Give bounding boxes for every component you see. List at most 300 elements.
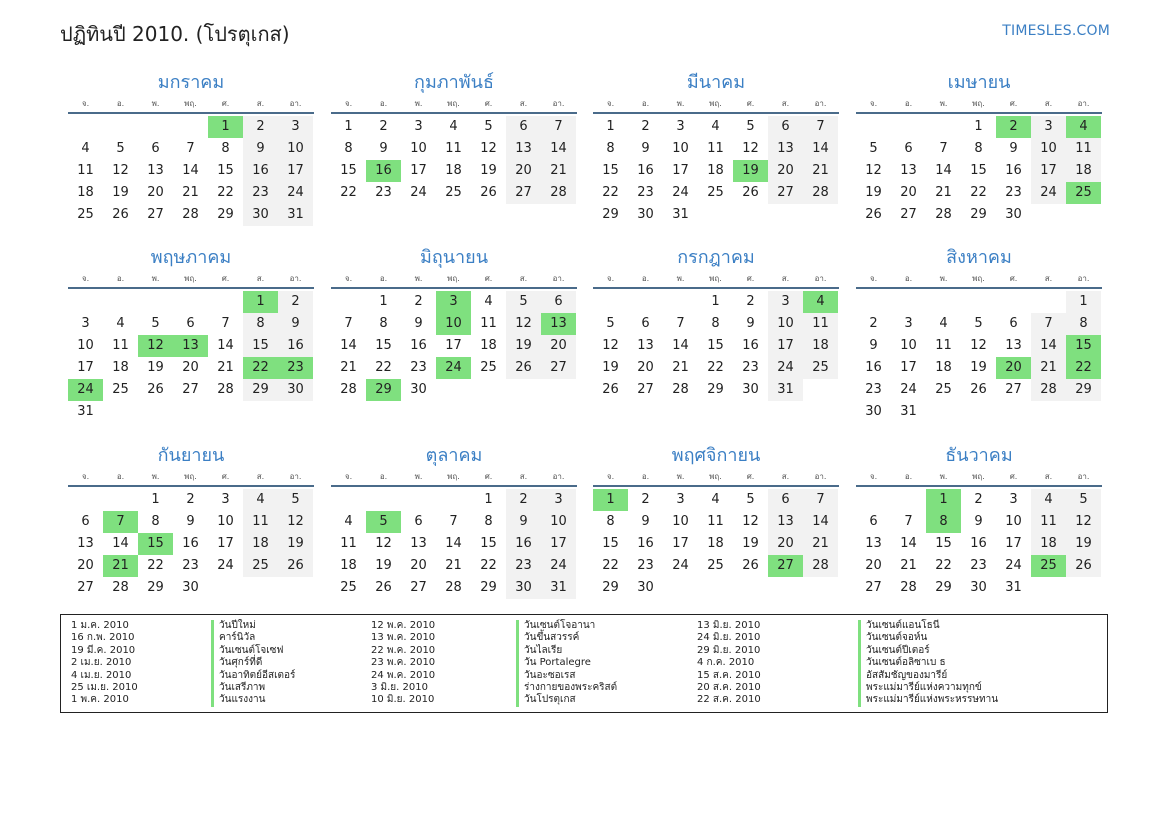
day-cell: 24 bbox=[278, 182, 313, 204]
day-cell: 28 bbox=[217, 382, 234, 397]
empty-cell bbox=[138, 291, 173, 313]
holiday-name: ร่างกายของพระคริสต์ bbox=[524, 682, 618, 694]
day-cell: 25 bbox=[707, 185, 724, 200]
weekday-label: พ. bbox=[414, 472, 423, 481]
day-cell: 18 bbox=[77, 185, 94, 200]
holiday-day-cell: 3 bbox=[436, 291, 471, 313]
weekday-label: พฤ. bbox=[709, 99, 722, 108]
day-cell: 14 bbox=[672, 338, 689, 353]
day-cell: 16 bbox=[182, 536, 199, 551]
day-cell: 10 bbox=[217, 514, 234, 529]
day-cell: 9 bbox=[641, 141, 650, 156]
holiday-name: คาร์นิวัล bbox=[219, 632, 256, 644]
weekday-label: ส. bbox=[256, 99, 265, 108]
day-cell: 7 bbox=[1031, 313, 1066, 335]
empty-cell bbox=[331, 291, 366, 313]
weekday-label: ส. bbox=[781, 472, 790, 481]
holiday-day-cell: 10 bbox=[436, 313, 471, 335]
day-cell: 14 bbox=[803, 511, 838, 533]
day-cell: 23 bbox=[243, 182, 278, 204]
holiday-date: 22 พ.ค. 2010 bbox=[371, 644, 436, 656]
holiday-dates-column bbox=[371, 620, 511, 707]
day-cell: 18 bbox=[1066, 160, 1101, 182]
holiday-day-cell: 24 bbox=[68, 379, 103, 401]
day-cell: 4 bbox=[711, 119, 720, 134]
empty-cell bbox=[401, 489, 436, 511]
holiday-date: 22 ส.ค. 2010 bbox=[697, 694, 761, 706]
day-cell: 3 bbox=[768, 291, 803, 313]
day-cell: 5 bbox=[484, 119, 493, 134]
day-cell: 20 bbox=[182, 360, 199, 375]
day-cell: 4 bbox=[1031, 489, 1066, 511]
day-cell: 12 bbox=[602, 338, 619, 353]
day-cell: 20 bbox=[147, 185, 164, 200]
day-cell: 24 bbox=[900, 382, 917, 397]
day-cell: 9 bbox=[379, 141, 388, 156]
holiday-day-cell: 16 bbox=[366, 160, 401, 182]
empty-cell bbox=[891, 291, 926, 313]
day-cell: 1 bbox=[344, 119, 353, 134]
holiday-date: 15 ส.ค. 2010 bbox=[697, 669, 761, 681]
day-cell: 15 bbox=[602, 536, 619, 551]
day-cell: 30 bbox=[865, 404, 882, 419]
day-cell: 17 bbox=[217, 536, 234, 551]
holiday-name: วันเซนต์อลิซาเบ ธ bbox=[866, 657, 946, 669]
day-cell: 5 bbox=[974, 316, 983, 331]
day-cell: 11 bbox=[112, 338, 129, 353]
day-cell: 23 bbox=[865, 382, 882, 397]
day-cell: 9 bbox=[278, 313, 313, 335]
day-cell: 3 bbox=[221, 492, 230, 507]
day-cell: 10 bbox=[278, 138, 313, 160]
day-cell: 23 bbox=[637, 185, 654, 200]
day-cell: 1 bbox=[484, 492, 493, 507]
month-title: ธันวาคม bbox=[945, 445, 1013, 466]
weekday-label: พฤ. bbox=[184, 274, 197, 283]
day-cell: 29 bbox=[935, 580, 952, 595]
weekday-label: พ. bbox=[414, 99, 423, 108]
day-cell: 17 bbox=[900, 360, 917, 375]
day-cell: 7 bbox=[449, 514, 458, 529]
day-cell: 11 bbox=[935, 338, 952, 353]
day-cell: 23 bbox=[637, 558, 654, 573]
day-cell: 18 bbox=[1031, 533, 1066, 555]
day-cell: 15 bbox=[970, 163, 987, 178]
day-cell: 6 bbox=[869, 514, 878, 529]
weekday-label: ส. bbox=[256, 274, 265, 283]
holiday-name: วัน Portalegre bbox=[524, 657, 591, 669]
day-cell: 14 bbox=[217, 338, 234, 353]
day-cell: 21 bbox=[935, 185, 952, 200]
day-cell: 25 bbox=[243, 555, 278, 577]
day-cell: 12 bbox=[742, 514, 759, 529]
holiday-dates-column bbox=[697, 620, 837, 707]
day-cell: 4 bbox=[81, 141, 90, 156]
day-cell: 1 bbox=[1066, 291, 1101, 313]
empty-cell bbox=[856, 291, 891, 313]
holiday-day-cell: 21 bbox=[103, 555, 138, 577]
day-cell: 1 bbox=[379, 294, 388, 309]
day-cell: 8 bbox=[484, 514, 493, 529]
weekday-header bbox=[856, 271, 1102, 289]
weekday-label: จ. bbox=[344, 99, 353, 108]
day-cell: 24 bbox=[217, 558, 234, 573]
day-cell: 29 bbox=[970, 207, 987, 222]
day-cell: 9 bbox=[869, 338, 878, 353]
empty-cell bbox=[173, 291, 208, 313]
site-link[interactable]: TIMESLES.COM bbox=[1002, 23, 1110, 39]
day-cell: 26 bbox=[970, 382, 987, 397]
day-cell: 3 bbox=[676, 119, 685, 134]
day-cell: 20 bbox=[506, 160, 541, 182]
day-cell: 27 bbox=[147, 207, 164, 222]
holiday-date: 2 เม.ย. 2010 bbox=[71, 657, 132, 669]
weekday-label: อ. bbox=[379, 274, 388, 283]
holiday-day-cell: 13 bbox=[541, 313, 576, 335]
holiday-dates-column bbox=[71, 620, 211, 707]
month-12 bbox=[856, 443, 1102, 599]
day-cell: 23 bbox=[970, 558, 987, 573]
day-cell: 6 bbox=[904, 141, 913, 156]
day-cell: 22 bbox=[340, 185, 357, 200]
weekday-label: จ. bbox=[81, 99, 90, 108]
day-cell: 20 bbox=[541, 335, 576, 357]
month-title: กันยายน bbox=[157, 445, 225, 466]
day-cell: 8 bbox=[606, 514, 615, 529]
day-cell: 17 bbox=[1005, 536, 1022, 551]
weekday-label: ส. bbox=[1044, 472, 1053, 481]
weekday-label: พ. bbox=[151, 274, 160, 283]
day-cell: 27 bbox=[77, 580, 94, 595]
day-cell: 13 bbox=[637, 338, 654, 353]
day-cell: 17 bbox=[672, 536, 689, 551]
day-cell: 12 bbox=[970, 338, 987, 353]
day-cell: 25 bbox=[445, 185, 462, 200]
month-title: กุมภาพันธ์ bbox=[414, 72, 494, 93]
day-cell: 23 bbox=[182, 558, 199, 573]
holiday-day-cell: 19 bbox=[733, 160, 768, 182]
day-cell: 7 bbox=[344, 316, 353, 331]
day-cell: 14 bbox=[541, 138, 576, 160]
weekday-header bbox=[593, 271, 839, 289]
day-cell: 11 bbox=[480, 316, 497, 331]
day-cell: 12 bbox=[112, 163, 129, 178]
day-cell: 15 bbox=[217, 163, 234, 178]
day-cell: 15 bbox=[243, 335, 278, 357]
weekday-label: ส. bbox=[781, 99, 790, 108]
holiday-day-cell: 4 bbox=[1066, 116, 1101, 138]
month-8 bbox=[856, 245, 1102, 423]
holiday-date: 25 เม.ย. 2010 bbox=[71, 682, 138, 694]
day-cell: 11 bbox=[445, 141, 462, 156]
day-cell: 12 bbox=[742, 141, 759, 156]
empty-cell bbox=[593, 291, 628, 313]
day-cell: 9 bbox=[506, 511, 541, 533]
day-cell: 30 bbox=[970, 580, 987, 595]
day-cell: 16 bbox=[243, 160, 278, 182]
day-cell: 11 bbox=[707, 514, 724, 529]
weekday-label: อ. bbox=[116, 472, 125, 481]
day-cell: 16 bbox=[637, 536, 654, 551]
day-cell: 21 bbox=[340, 360, 357, 375]
day-cell: 23 bbox=[410, 360, 427, 375]
holiday-day-cell: 20 bbox=[996, 357, 1031, 379]
day-cell: 14 bbox=[445, 536, 462, 551]
day-cell: 10 bbox=[672, 514, 689, 529]
month-1 bbox=[68, 70, 314, 226]
day-cell: 9 bbox=[974, 514, 983, 529]
weekday-label: พฤ. bbox=[184, 472, 197, 481]
day-cell: 17 bbox=[768, 335, 803, 357]
day-cell: 11 bbox=[243, 511, 278, 533]
day-cell: 28 bbox=[803, 555, 838, 577]
month-title: มิถุนายน bbox=[419, 247, 489, 268]
weekday-header bbox=[68, 96, 314, 114]
day-cell: 3 bbox=[1031, 116, 1066, 138]
day-cell: 14 bbox=[112, 536, 129, 551]
weekday-label: อ. bbox=[904, 274, 913, 283]
day-cell: 30 bbox=[410, 382, 427, 397]
month-6 bbox=[331, 245, 577, 401]
empty-cell bbox=[103, 489, 138, 511]
holiday-day-cell: 5 bbox=[366, 511, 401, 533]
day-cell: 4 bbox=[344, 514, 353, 529]
weekday-label: ศ. bbox=[221, 274, 230, 283]
weekday-label: พ. bbox=[414, 274, 423, 283]
day-cell: 2 bbox=[243, 116, 278, 138]
day-cell: 17 bbox=[541, 533, 576, 555]
day-cell: 20 bbox=[900, 185, 917, 200]
holiday-day-cell: 15 bbox=[1066, 335, 1101, 357]
day-cell: 5 bbox=[869, 141, 878, 156]
holiday-day-cell: 7 bbox=[103, 511, 138, 533]
day-cell: 2 bbox=[379, 119, 388, 134]
weekday-label: ศ. bbox=[484, 472, 493, 481]
weekday-label: พฤ. bbox=[709, 472, 722, 481]
day-cell: 18 bbox=[935, 360, 952, 375]
holiday-date: 3 มิ.ย. 2010 bbox=[371, 682, 428, 694]
day-cell: 19 bbox=[112, 185, 129, 200]
holiday-name: วันศุกร์ที่ดี bbox=[219, 657, 263, 669]
day-cell: 18 bbox=[445, 163, 462, 178]
day-cell: 21 bbox=[541, 160, 576, 182]
holiday-name: วันโปรตุเกส bbox=[524, 694, 576, 706]
weekday-label: ส. bbox=[256, 472, 265, 481]
month-title: มีนาคม bbox=[686, 72, 746, 93]
weekday-label: อา. bbox=[289, 274, 302, 283]
weekday-label: พ. bbox=[939, 274, 948, 283]
day-cell: 29 bbox=[217, 207, 234, 222]
day-cell: 25 bbox=[480, 360, 497, 375]
day-cell: 8 bbox=[221, 141, 230, 156]
holiday-name: วันอาทิตย์อีสเตอร์ bbox=[219, 669, 296, 681]
holiday-day-cell: 1 bbox=[208, 116, 243, 138]
day-cell: 4 bbox=[116, 316, 125, 331]
holiday-day-cell: 2 bbox=[996, 116, 1031, 138]
weekday-label: อา. bbox=[1077, 274, 1090, 283]
day-cell: 16 bbox=[278, 335, 313, 357]
holiday-date: 4 เม.ย. 2010 bbox=[71, 669, 132, 681]
day-cell: 27 bbox=[182, 382, 199, 397]
day-grid bbox=[593, 114, 838, 226]
day-cell: 7 bbox=[803, 489, 838, 511]
day-cell: 16 bbox=[506, 533, 541, 555]
day-cell: 5 bbox=[278, 489, 313, 511]
day-cell: 15 bbox=[375, 338, 392, 353]
day-cell: 9 bbox=[1009, 141, 1018, 156]
day-cell: 28 bbox=[935, 207, 952, 222]
day-cell: 8 bbox=[974, 141, 983, 156]
day-cell: 4 bbox=[711, 492, 720, 507]
weekday-label: อา. bbox=[814, 99, 827, 108]
day-cell: 7 bbox=[186, 141, 195, 156]
day-cell: 6 bbox=[414, 514, 423, 529]
day-cell: 1 bbox=[974, 119, 983, 134]
weekday-header bbox=[856, 469, 1102, 487]
weekday-label: จ. bbox=[606, 274, 615, 283]
holiday-date: 12 พ.ค. 2010 bbox=[371, 620, 436, 631]
day-cell: 20 bbox=[410, 558, 427, 573]
weekday-header bbox=[856, 96, 1102, 114]
month-3 bbox=[593, 70, 839, 226]
day-cell: 1 bbox=[606, 119, 615, 134]
day-cell: 16 bbox=[865, 360, 882, 375]
day-cell: 30 bbox=[243, 204, 278, 226]
empty-cell bbox=[366, 489, 401, 511]
month-title: เมษายน bbox=[947, 72, 1011, 93]
day-cell: 23 bbox=[742, 360, 759, 375]
holiday-day-cell: 12 bbox=[138, 335, 173, 357]
empty-cell bbox=[436, 489, 471, 511]
day-cell: 19 bbox=[1066, 533, 1101, 555]
empty-cell bbox=[68, 489, 103, 511]
holiday-name: วันอะซอเรส bbox=[524, 669, 576, 681]
weekday-label: ศ. bbox=[221, 472, 230, 481]
day-cell: 28 bbox=[672, 382, 689, 397]
day-cell: 26 bbox=[506, 357, 541, 379]
day-cell: 25 bbox=[340, 580, 357, 595]
holiday-day-cell: 29 bbox=[366, 379, 401, 401]
day-cell: 19 bbox=[375, 558, 392, 573]
day-cell: 27 bbox=[410, 580, 427, 595]
holiday-name: วันเซนต์โจเซฟ bbox=[219, 644, 284, 656]
weekday-label: ศ. bbox=[221, 99, 230, 108]
day-cell: 24 bbox=[541, 555, 576, 577]
day-cell: 31 bbox=[672, 207, 689, 222]
weekday-label: จ. bbox=[344, 472, 353, 481]
day-cell: 5 bbox=[606, 316, 615, 331]
weekday-label: อ. bbox=[116, 99, 125, 108]
holiday-name: วันขึ้นสวรรค์ bbox=[524, 632, 580, 644]
weekday-label: จ. bbox=[81, 274, 90, 283]
day-cell: 18 bbox=[243, 533, 278, 555]
day-cell: 8 bbox=[1066, 313, 1101, 335]
day-cell: 13 bbox=[1005, 338, 1022, 353]
day-cell: 14 bbox=[803, 138, 838, 160]
weekday-header bbox=[331, 96, 577, 114]
day-cell: 13 bbox=[768, 511, 803, 533]
empty-cell bbox=[891, 489, 926, 511]
weekday-header bbox=[331, 469, 577, 487]
holiday-day-cell: 1 bbox=[243, 291, 278, 313]
empty-cell bbox=[103, 116, 138, 138]
day-cell: 17 bbox=[672, 163, 689, 178]
day-cell: 6 bbox=[186, 316, 195, 331]
month-7 bbox=[593, 245, 839, 401]
day-cell: 24 bbox=[768, 357, 803, 379]
day-cell: 2 bbox=[974, 492, 983, 507]
day-cell: 16 bbox=[1005, 163, 1022, 178]
day-cell: 3 bbox=[541, 489, 576, 511]
day-cell: 25 bbox=[112, 382, 129, 397]
month-title: กรกฎาคม bbox=[677, 247, 755, 268]
weekday-label: ศ. bbox=[746, 274, 755, 283]
weekday-label: อา. bbox=[814, 274, 827, 283]
day-grid bbox=[856, 487, 1101, 599]
day-cell: 21 bbox=[445, 558, 462, 573]
holiday-day-cell: 1 bbox=[926, 489, 961, 511]
holiday-day-cell: 25 bbox=[1066, 182, 1101, 204]
empty-cell bbox=[663, 291, 698, 313]
day-cell: 18 bbox=[707, 536, 724, 551]
weekday-label: พฤ. bbox=[972, 472, 985, 481]
day-cell: 14 bbox=[1031, 335, 1066, 357]
holiday-date: 24 มิ.ย. 2010 bbox=[697, 632, 761, 644]
weekday-label: ส. bbox=[519, 472, 528, 481]
day-cell: 16 bbox=[742, 338, 759, 353]
weekday-label: พฤ. bbox=[184, 99, 197, 108]
day-cell: 7 bbox=[803, 116, 838, 138]
holiday-date: 13 พ.ค. 2010 bbox=[371, 632, 436, 644]
weekday-label: จ. bbox=[606, 472, 615, 481]
day-cell: 25 bbox=[803, 357, 838, 379]
weekday-label: อา. bbox=[289, 472, 302, 481]
day-cell: 15 bbox=[707, 338, 724, 353]
weekday-label: ศ. bbox=[746, 472, 755, 481]
day-cell: 15 bbox=[340, 163, 357, 178]
day-cell: 22 bbox=[602, 185, 619, 200]
day-grid bbox=[856, 289, 1101, 423]
day-cell: 27 bbox=[506, 182, 541, 204]
weekday-label: อา. bbox=[1077, 472, 1090, 481]
holiday-name: วันเซนต์ปีเตอร์ bbox=[866, 644, 930, 656]
weekday-label: อ. bbox=[904, 472, 913, 481]
holiday-name: พระแม่มารีย์แห่งพระหรรษทาน bbox=[866, 694, 999, 706]
day-cell: 16 bbox=[410, 338, 427, 353]
day-cell: 19 bbox=[147, 360, 164, 375]
day-cell: 6 bbox=[151, 141, 160, 156]
month-title: พฤษภาคม bbox=[150, 247, 232, 268]
weekday-label: อ. bbox=[116, 274, 125, 283]
day-cell: 5 bbox=[506, 291, 541, 313]
holiday-day-cell: 4 bbox=[803, 291, 838, 313]
day-cell: 13 bbox=[865, 536, 882, 551]
day-grid bbox=[856, 114, 1101, 226]
day-cell: 24 bbox=[1031, 182, 1066, 204]
holiday-list bbox=[60, 614, 1108, 713]
weekday-label: อา. bbox=[552, 274, 565, 283]
day-cell: 10 bbox=[541, 511, 576, 533]
day-cell: 14 bbox=[182, 163, 199, 178]
day-cell: 6 bbox=[506, 116, 541, 138]
day-cell: 25 bbox=[707, 558, 724, 573]
day-cell: 26 bbox=[742, 558, 759, 573]
day-cell: 21 bbox=[803, 533, 838, 555]
day-cell: 16 bbox=[970, 536, 987, 551]
month-10 bbox=[331, 443, 577, 599]
day-cell: 31 bbox=[1005, 580, 1022, 595]
day-cell: 16 bbox=[637, 163, 654, 178]
